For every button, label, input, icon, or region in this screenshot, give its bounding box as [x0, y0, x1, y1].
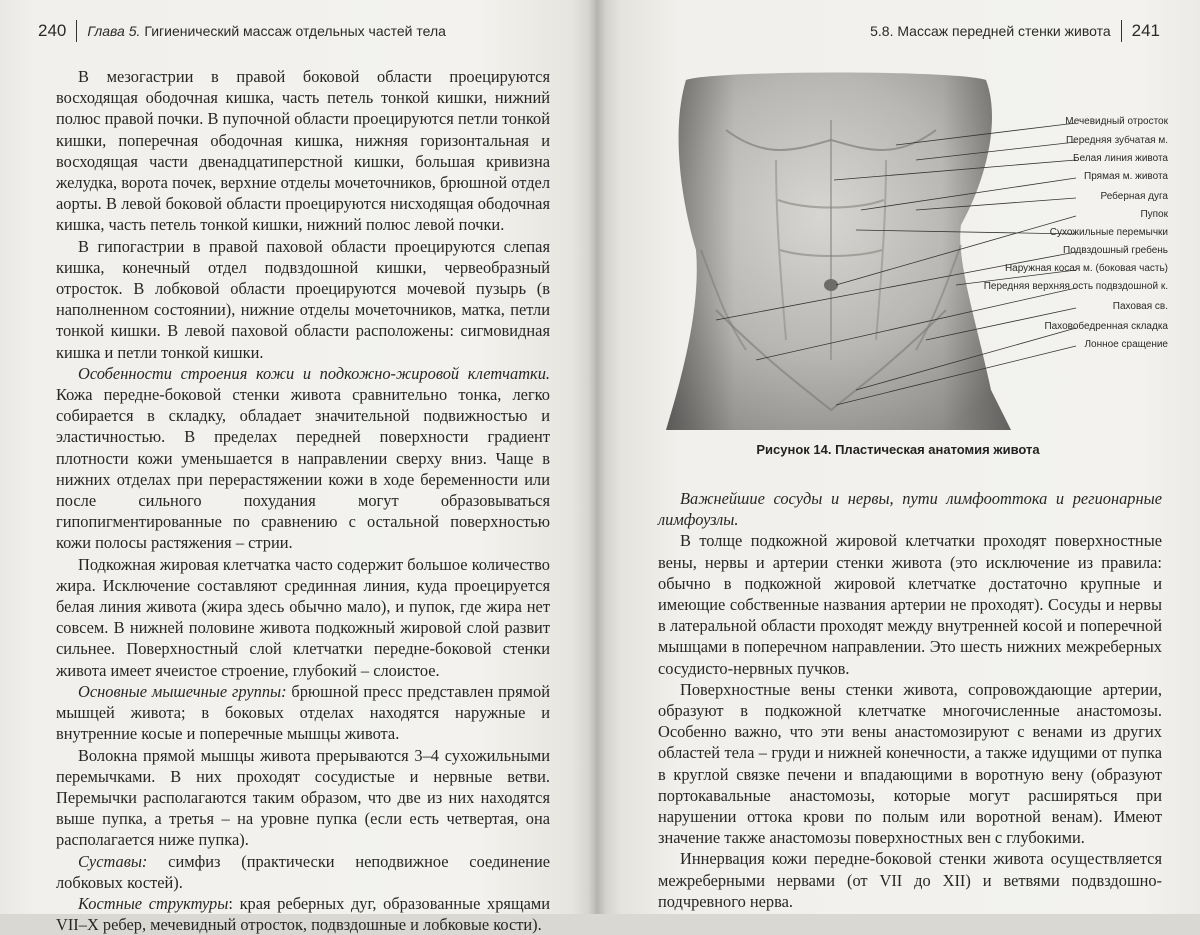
- section-title: 5.8. Массаж передней стенки живота: [870, 23, 1111, 39]
- paragraph-text: брюшной пресс представлен прямой мышцей живота; в боковых отделах находятся наружные и внутренние косые и поперечные мышцы живота.: [56, 681, 550, 744]
- right-page: [596, 0, 1200, 914]
- paragraph-text: симфиз (практически неподвижное соединение лобковых костей).: [56, 851, 550, 892]
- paragraph: [56, 363, 550, 554]
- figure-label: Передняя зубчатая м.: [1065, 135, 1168, 146]
- running-head-divider: [1121, 20, 1122, 42]
- paragraph-text: : края реберных дуг, образованные хрящами VII–X ребер, мечевидный отросток, подвздошные и лобковые кости).: [56, 893, 550, 935]
- left-body-text: [56, 66, 550, 935]
- figure-label: Прямая м. живота: [1084, 171, 1168, 182]
- figure-label: Паховобедренная складка: [1044, 321, 1168, 332]
- figure-label: Реберная дуга: [1100, 191, 1168, 202]
- paragraph-lead: Особенности строения кожи и подкожно-жировой клетчатки.: [78, 363, 550, 383]
- chapter-title: Гигиенический массаж отдельных частей тела: [144, 23, 446, 39]
- paragraph-lead: Основные мышечные группы:: [78, 681, 287, 701]
- right-page-number: 241: [1131, 21, 1160, 40]
- navel: [824, 279, 838, 291]
- paragraph: Поверхностные вены стенки живота, сопровождающие артерии, образуют в подкожной клетчатке многочисленные анастомозы. Особенно важно, что эти вены анастомозируют с венами из других областей тела – груди и нижней конечности, а также идущими от пупка в круглой связке печени и впадающими в воротную вену (образуют портокавальные анастомозы, которые могут расширяться при нарушении оттока крови по полым или воротной венам). Имеют значение также анастомозы поверхностных вен с глубокими.: [658, 679, 1162, 848]
- right-running-head: [870, 20, 1160, 42]
- figure-label: Наружная косая м. (боковая часть): [1004, 263, 1168, 274]
- figure-label: Сухожильные перемычки: [1049, 227, 1168, 238]
- figure-label: Подвздошный гребень: [1063, 245, 1168, 256]
- running-head-divider: [76, 20, 77, 42]
- figure-label: Пупок: [1140, 209, 1168, 220]
- paragraph: [56, 851, 550, 893]
- paragraph: В толще подкожной жировой клетчатки проходят поверхностные вены, нервы и артерии стенки живота (это исключение из правила: обычно в подкожной жировой клетчатке достаточно крупные и имеющие собственные названия артерии не проходят). Сосуды и нервы в латеральной области проходят между внутренней косой и поперечной мышцами в поперечном направлении. Это шесть нижних межреберных сосудисто-нервных пучков.: [658, 531, 1162, 678]
- paragraph-lead: Костные структуры: [78, 893, 229, 913]
- book-gutter: [588, 0, 606, 914]
- figure-caption: Рисунок 14. Пластическая анатомия живота: [756, 442, 1040, 457]
- left-page-number: 240: [38, 21, 67, 40]
- section-subhead: Важнейшие сосуды и нервы, пути лимфооттока и регионарные лимфоузлы.: [658, 489, 1162, 530]
- figure-label: Передняя верхняя ость подвздошной к.: [983, 281, 1168, 292]
- paragraph: В мезогастрии в правой боковой области проецируются восходящая ободочная кишка, часть петель тонкой кишки, нижний полюс правой почки. В пупочной области проецируются петли тонкой кишки, поперечная ободочная кишка, нижняя горизонтальная и восходящая части двенадцатиперстной кишки, большая кривизна желудка, ворота почек, верхние отделы мочеточников, брюшной отдел аорты. В левой боковой области проецируются нисходящая ободочная кишка, часть петель тонкой кишки, нижний полюс левой почки.: [56, 67, 550, 235]
- paragraph: Иннервация кожи передне-боковой стенки живота осуществляется межреберными нервами (от VII до XII) и ветвями подвздошно-подчревного нерва.: [658, 849, 1162, 911]
- paragraph: В гипогастрии в правой паховой области проецируются слепая кишка, конечный отдел подвздошной кишки, червеобразный отросток. В лобковой области проецируются мочевой пузырь (в наполненном состоянии), нижние отделы мочеточников, матка, петли тонкой кишки. В левой паховой области расположены: сигмовидная кишка и петли тонкой кишки.: [56, 236, 550, 362]
- paragraph-text: Кожа передне-боковой стенки живота сравнительно тонка, легко собирается в складку, обладает значительной подвижностью и эластичностью. В пределах передней поверхности градиент плотности кожи уменьшается в направлении сверху вниз. Чаще в нижних отделах при перерастяжении кожи в ходе беременности или после сильного похудания могут образовываться гипопигментированные по сравнению с остальной поверхностью кожи полосы растяжения – стрии.: [56, 385, 550, 553]
- figure-label: Мечевидный отросток: [1065, 116, 1168, 127]
- paragraph: [56, 681, 550, 745]
- figure-label: Паховая св.: [1112, 301, 1168, 312]
- paragraph-lead: Суставы:: [78, 851, 148, 871]
- paragraph: [56, 893, 550, 935]
- figure-label: Белая линия живота: [1073, 153, 1168, 164]
- right-body-text: [658, 488, 1162, 912]
- anatomy-figure: [656, 60, 1176, 430]
- chapter-label: Глава 5.: [87, 23, 141, 39]
- left-running-head: [38, 20, 446, 42]
- left-page: [0, 0, 596, 935]
- paragraph: Подкожная жировая клетчатка часто содержит большое количество жира. Исключение составляют срединная линия, куда проецируется белая линия живота (жира здесь обычно мало), и пупок, где жира нет совсем. В нижней половине живота подкожный жировой слой развит сильнее. Поверхностный слой клетчатки передне-боковой стенки живота имеет ячеистое строение, глубокий – слоистое.: [56, 554, 550, 680]
- figure-label: Лонное сращение: [1084, 339, 1168, 350]
- paragraph: Волокна прямой мышцы живота прерываются 3–4 сухожильными перемычками. В них проходят сосудистые и нервные ветви. Перемычки располагаются таким образом, что две из них находятся выше пупка, а третья – на уровне пупка (если есть четвертая, она располагается ниже пупка).: [56, 745, 550, 850]
